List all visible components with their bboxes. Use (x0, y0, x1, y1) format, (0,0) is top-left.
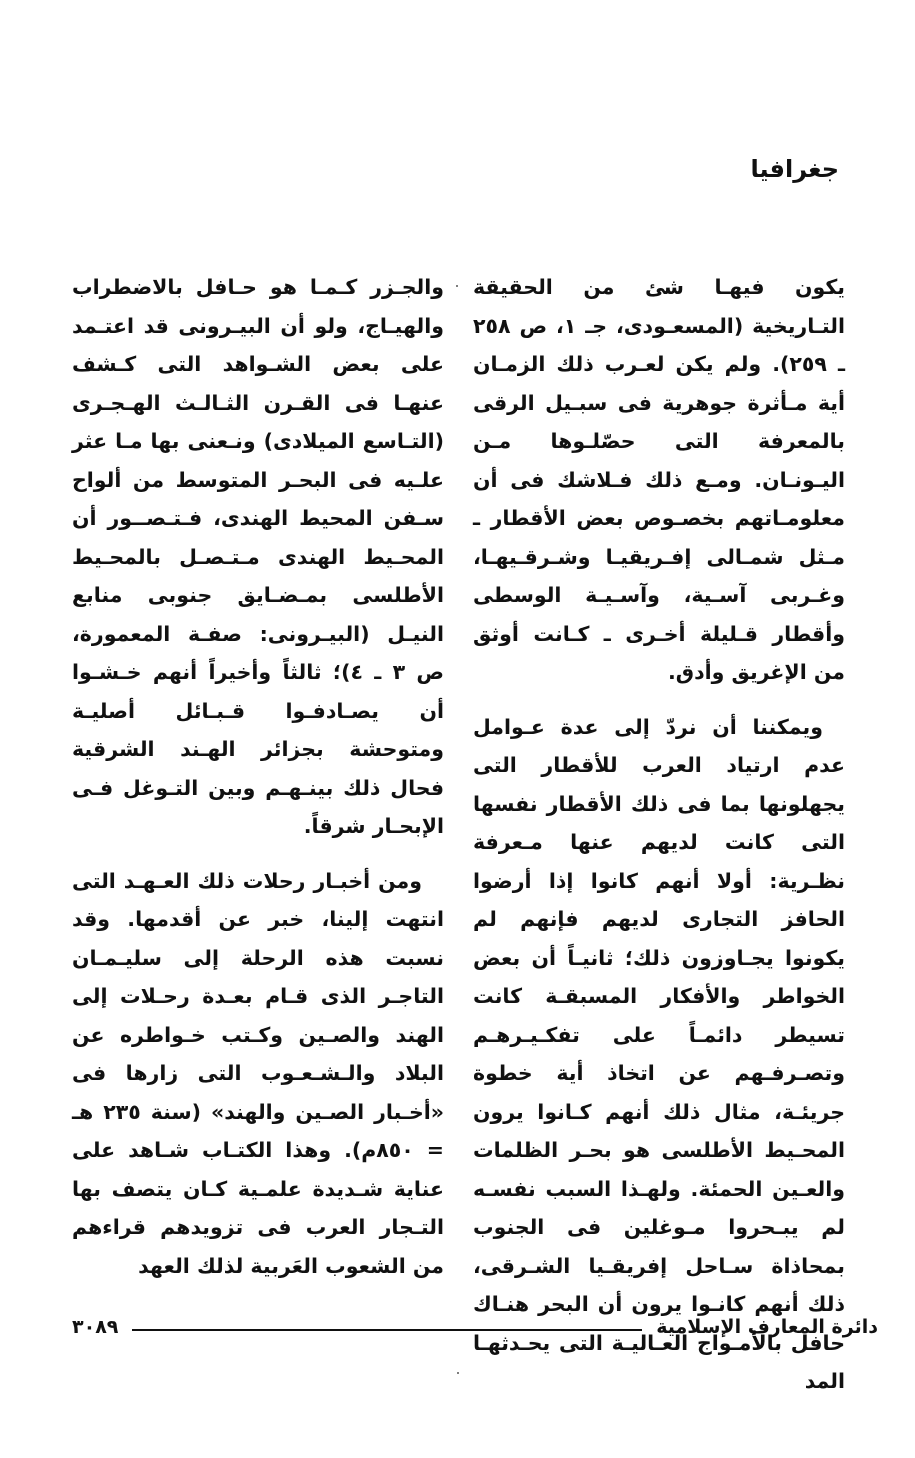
footer-rule (132, 1329, 642, 1331)
text-column-right (473, 268, 845, 1401)
scan-speck (456, 285, 458, 287)
paragraph: يكون فيهـا شئ من الحقيقة التـاريخية (المسعـودى، جـ ١، ص ٢٥٨ ـ ٢٥٩). ولم يكن لعـرب ذلك الزمـان أية مـأثرة جوهرية فى سبـيل الرقى بالمعرفة التى حصّلـوها مـن اليـونـان. ومـع ذلك فـلاشك فى أن معلومـاتهم بخصـوص بعض الأقطار ـ مـثل شمـالى إفـريقيـا وشـرقـيهـا، وغـربى آسـية، وآسـيـة الوسطى وأقطار قـليلة أخـرى ـ كـانت أوثق من الإغريق وأدق. (473, 275, 845, 684)
page-footer (72, 1310, 878, 1344)
section-title: جغرافيا (750, 155, 839, 183)
paragraph: والجـزر كـمـا هو حـافل بالاضطراب والهيـاج، ولو أن البيـرونى قد اعتـمد على بعض الشـواهد التى كـشف عنهـا فى القـرن الثـالـث الهـجـرى (التـاسع الميلادى) ونـعنى بها مـا عثر علـيه فى البحـر المتوسط من ألواح سـفن المحيط الهندى، فـتـصــور أن المحـيط الهندى مـتـصـل بالمحـيط الأطلسى بمـضـايق جنوبى منابع النيـل (البيـرونى: صفـة المعمورة، ص ٣ ـ ٤)؛ ثالثاً وأخيراً أنهم خـشـوا أن يصـادفـوا قـبـائل أصليـة ومتوحشة بجزائر الهـند الشرقية فحال ذلك بينـهـم وبين التـوغل فـى الإبحـار شرقاً. (72, 275, 445, 838)
text-column-left (72, 268, 444, 1285)
paragraph: ومن أخبـار رحلات ذلك العـهـد التى انتهت إلينا، خبر عن أقدمها. وقد نسبت هذه الرحلة إلى سليـمـان التاجـر الذى قـام بعـدة رحـلات إلى الهند والصـين وكـتب خـواطره عن البلاد والـشـعـوب التى زارها فى «أخـبار الصـين والهند» (سنة ٢٣٥ هـ = ٨٥٠م). وهذا الكتـاب شـاهد على عناية شـديدة علمـية كـان يتصف بها التـجار العرب فى تزويدهم قراءهم من الشعوب العَربية لذلك العهد (72, 868, 445, 1278)
paragraph: ويمكننا أن نردّ إلى عدة عـوامل عدم ارتياد العرب للأقطار التى يجهلونها بما فى ذلك الأقطار نفسها التى كانت لديهم عنها مـعرفة نظـرية: أولا أنهم كانوا إذا أرضوا الحافز التجارى لديهم فإنهم لم يكونوا يجـاوزون ذلك؛ ثانيـاً أن بعض الخواطر والأفكار المسبقـة كانت تسيطر دائمـاً على تفكـيـرهـم وتصـرفـهم عن اتخاذ أية خطوة جريئـة، مثال ذلك أنهم كـانوا يرون المحـيط الأطلسى هو بحـر الظلمات والعـين الحمئة. ولهـذا السبب نفسـه لم يبـحروا مـوغلين فى الجنوب بمحاذاة سـاحل إفريقـيا الشـرقى، ذلك أنهم كانـوا يرون أن البحر هنـاك حافل بالأمـواج العـاليـة التى يحـدثهـا المد (473, 714, 845, 1393)
footer-source-title: دائرة المعارف الإسلامية (656, 1316, 878, 1338)
page-number: ٣٠٨٩ (72, 1316, 119, 1338)
scan-speck (457, 1372, 459, 1374)
